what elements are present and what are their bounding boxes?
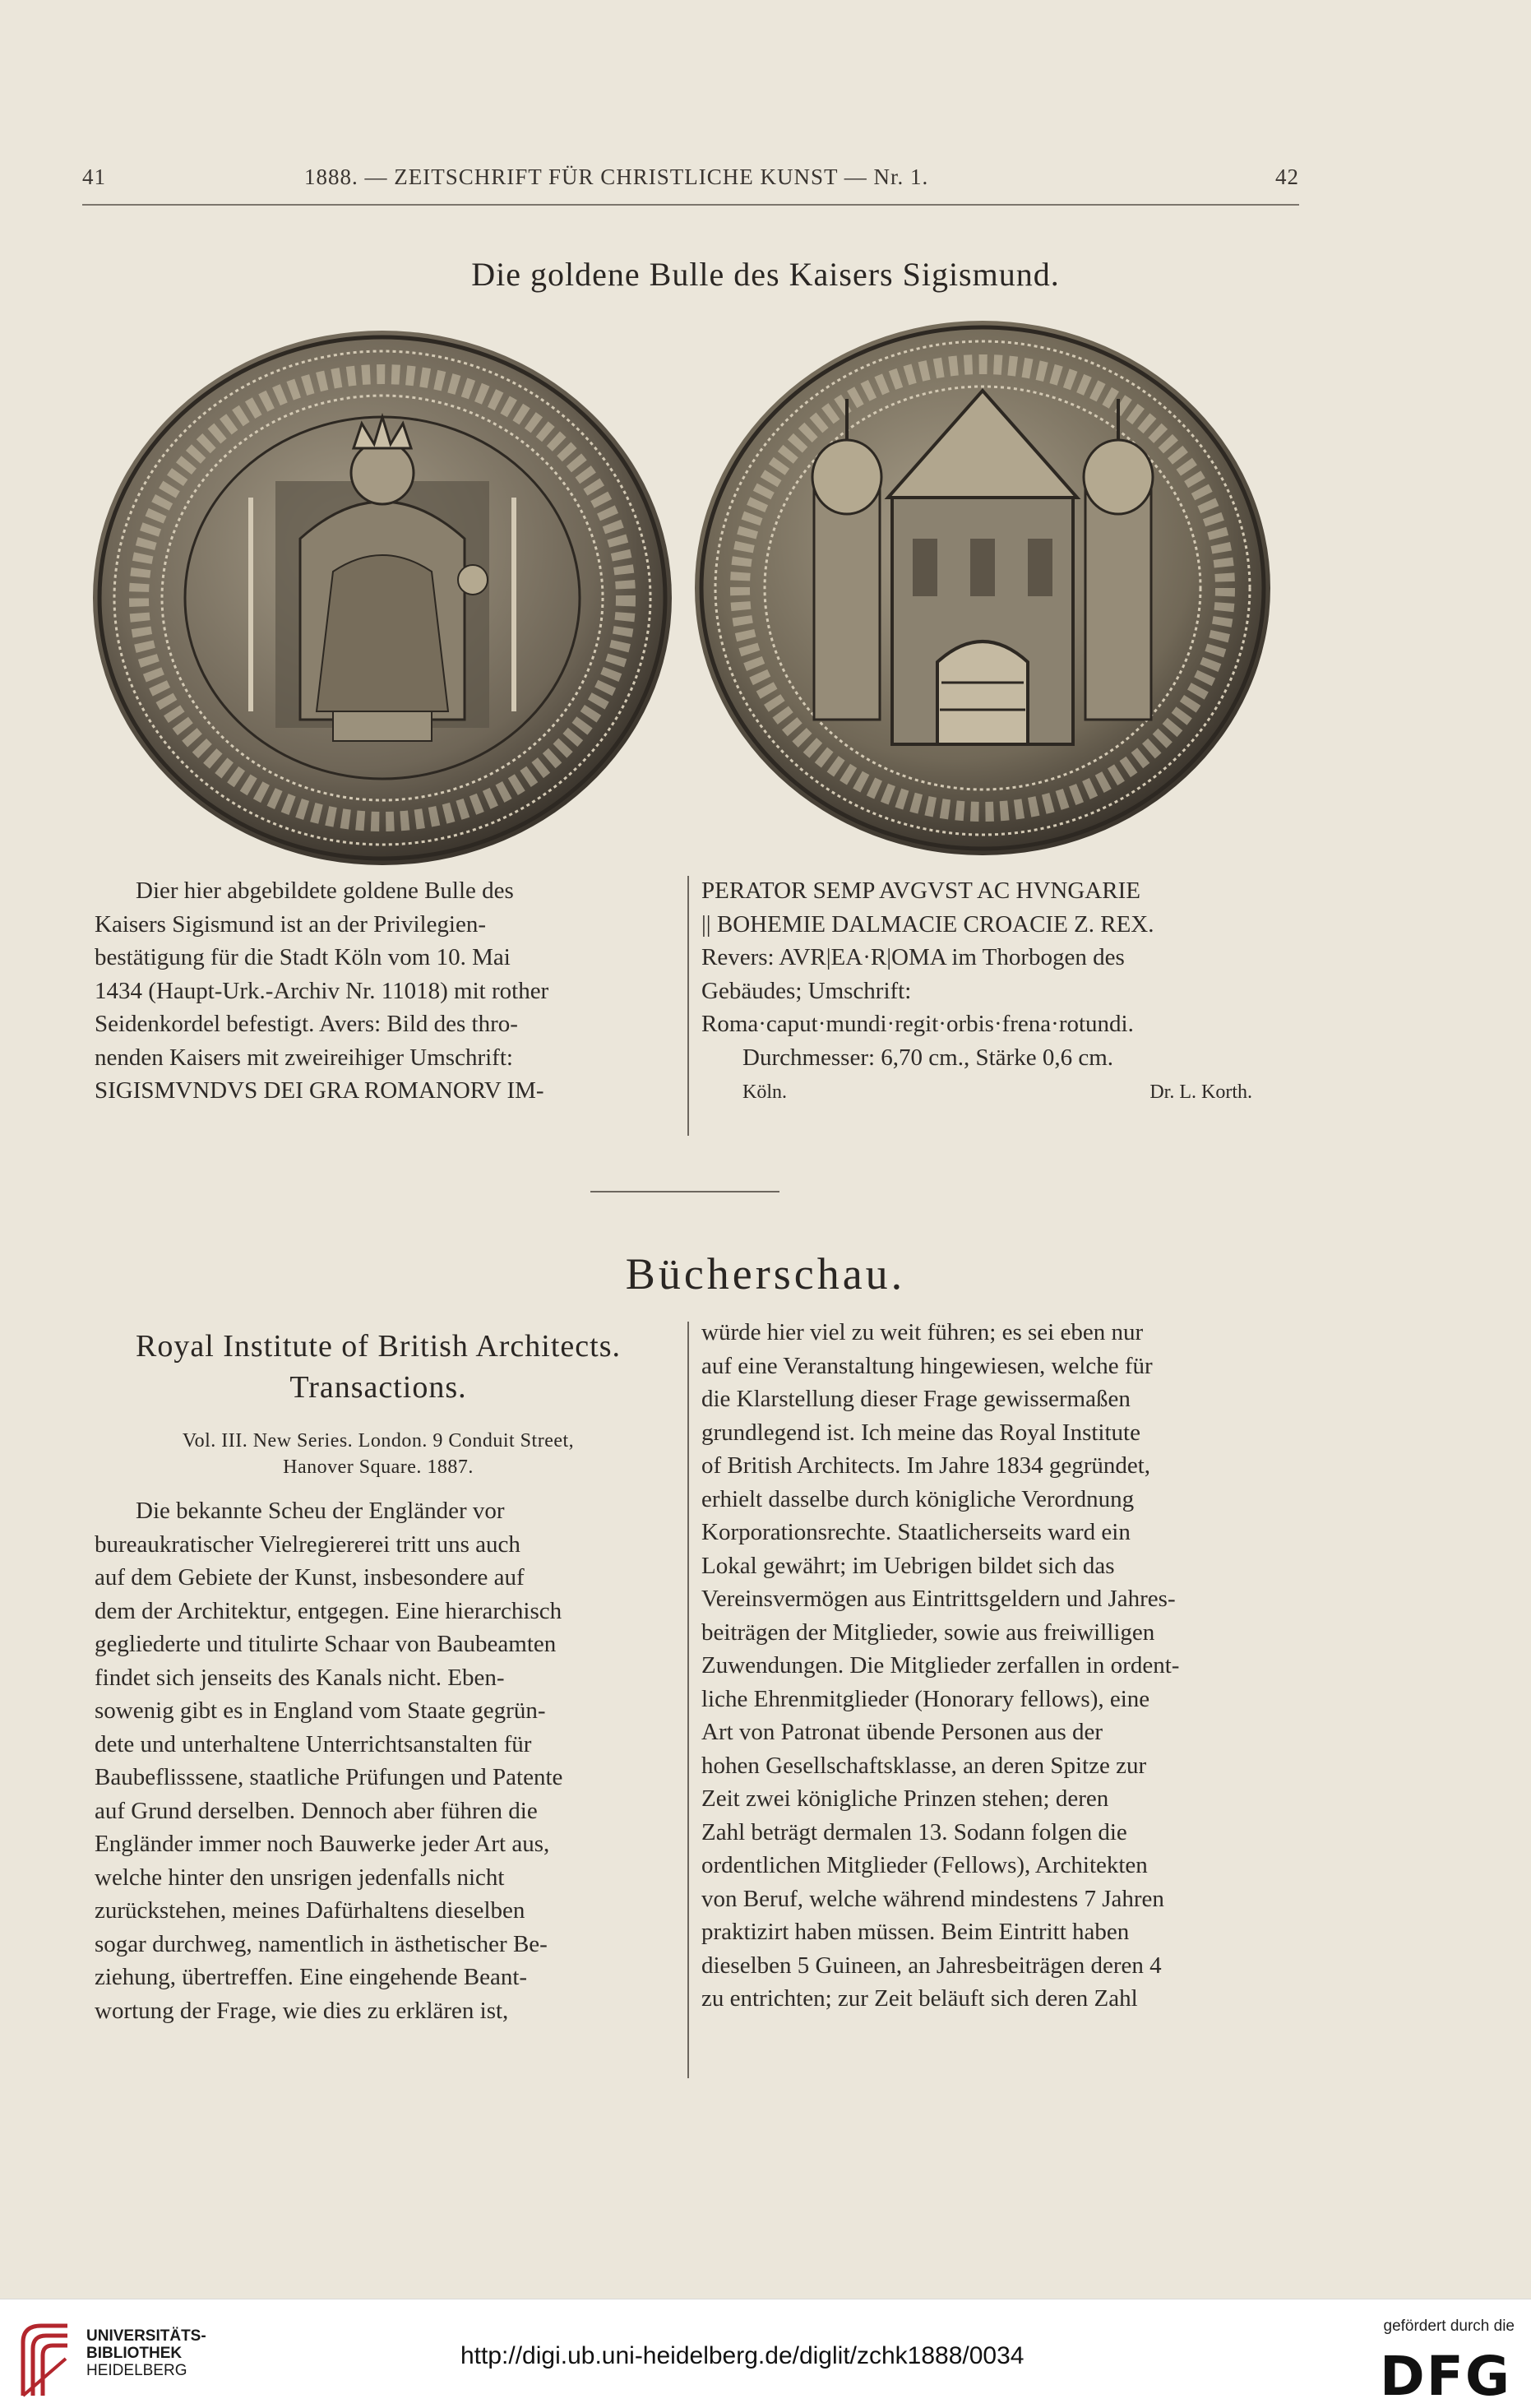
- text-line: Engländer immer noch Bauwerke jeder Art aus,: [95, 1831, 550, 1857]
- caption-line: Seidenkordel befestigt. Avers: Bild des thro-: [95, 1011, 518, 1037]
- text-line: auf eine Veranstaltung hingewiesen, welche für: [701, 1352, 1153, 1379]
- column-rule: [687, 876, 689, 1136]
- journal-header: 1888. — ZEITSCHRIFT FÜR CHRISTLICHE KUNST — Nr. 1.: [304, 164, 929, 189]
- seal-reverse-image: [691, 317, 1274, 859]
- review-title-line: Royal Institute of British Architects.: [136, 1329, 621, 1364]
- text-line: Zeit zwei königliche Prinzen stehen; deren: [701, 1785, 1109, 1812]
- caption-line: Durchmesser: 6,70 cm., Stärke 0,6 cm.: [742, 1044, 1114, 1071]
- text-line: Die bekannte Scheu der Engländer vor: [136, 1498, 505, 1524]
- caption-right-column: [701, 874, 1285, 1109]
- caption-line: bestätigung für die Stadt Köln vom 10. Mai: [95, 944, 511, 970]
- review-meta-line: Vol. III. New Series. London. 9 Conduit Street,: [182, 1430, 575, 1452]
- text-line: findet sich jenseits des Kanals nicht. Eben-: [95, 1664, 505, 1691]
- caption-line: Gebäudes; Umschrift:: [701, 977, 912, 1004]
- text-line: zu entrichten; zur Zeit beläuft sich deren Zahl: [701, 1985, 1138, 2012]
- text-line: Baubeflisssene, staatliche Prüfungen und Patente: [95, 1764, 563, 1790]
- caption-line: Revers: AVR|EA·R|OMA im Thorbogen des: [701, 944, 1125, 970]
- university-library-name[interactable]: [86, 2327, 206, 2379]
- review-title-line: Transactions.: [289, 1370, 467, 1405]
- text-line: zurückstehen, meines Dafürhaltens dieselben: [95, 1897, 525, 1924]
- caption-line: Dier hier abgebildete goldene Bulle des: [136, 878, 514, 904]
- text-line: sogar durchweg, namentlich in ästhetischer Be-: [95, 1930, 548, 1957]
- text-line: Zahl beträgt dermalen 13. Sodann folgen die: [701, 1818, 1127, 1845]
- running-head: [82, 164, 1299, 197]
- library-name-line: HEIDELBERG: [86, 2362, 187, 2379]
- figure-title: Die goldene Bulle des Kaisers Sigismund.: [471, 256, 1060, 293]
- text-line: ordentlichen Mitglieder (Fellows), Architekten: [701, 1852, 1148, 1878]
- text-line: bureaukratischer Vielregiererei tritt uns auch: [95, 1530, 520, 1558]
- text-line: sowenig gibt es in England vom Staate gegrün-: [95, 1697, 546, 1724]
- text-line: beiträgen der Mitglieder, sowie aus freiwilligen: [701, 1618, 1155, 1646]
- caption-left-column: [95, 874, 666, 1108]
- library-name-line: UNIVERSITÄTS-: [86, 2327, 206, 2345]
- text-line: gegliederte und titulirte Schaar von Baubeamten: [95, 1631, 557, 1657]
- text-line: praktizirt haben müssen. Beim Eintritt haben: [701, 1919, 1130, 1945]
- text-line: welche hinter den unsrigen jedenfalls nicht: [95, 1864, 505, 1891]
- header-rule: [82, 204, 1299, 206]
- text-line: Zuwendungen. Die Mitglieder zerfallen in ordent-: [701, 1652, 1180, 1679]
- text-line: dieselben 5 Guineen, an Jahresbeiträgen deren 4: [701, 1952, 1162, 1979]
- review-bibliographic-info: [90, 1428, 666, 1480]
- caption-line: Roma·caput·mundi·regit·orbis·frena·rotundi.: [701, 1011, 1134, 1037]
- text-line: würde hier viel zu weit führen; es sei eben nur: [701, 1319, 1144, 1345]
- caption-line: nenden Kaisers mit zweireihiger Umschrift:: [95, 1044, 513, 1071]
- section-divider: [590, 1191, 779, 1192]
- text-line: hohen Gesellschaftsklasse, an deren Spitze zur: [701, 1752, 1147, 1779]
- text-line: Lokal gewährt; im Uebrigen bildet sich das: [701, 1552, 1115, 1579]
- caption-line: || BOHEMIE DALMACIE CROACIE Z. REX.: [701, 910, 1154, 938]
- text-line: von Beruf, welche während mindestens 7 Jahren: [701, 1885, 1164, 1912]
- review-meta-line: Hanover Square. 1887.: [283, 1456, 474, 1478]
- review-title: [82, 1326, 674, 1408]
- page-number-left: 41: [82, 164, 106, 189]
- text-line: wortung der Frage, wie dies zu erklären ist,: [95, 1997, 509, 2024]
- text-line: of British Architects. Im Jahre 1834 gegründet,: [701, 1452, 1151, 1479]
- review-right-column: [701, 1316, 1285, 2016]
- text-line: ziehung, übertreffen. Eine eingehende Beant-: [95, 1964, 528, 1990]
- signature-place: Köln.: [742, 1081, 787, 1103]
- text-line: Korporationsrechte. Staatlicherseits ward ein: [701, 1519, 1131, 1545]
- page-number-right: 42: [1275, 164, 1299, 189]
- section-title: Bücherschau.: [625, 1249, 906, 1299]
- column-rule: [687, 1322, 689, 2078]
- permalink-url[interactable]: http://digi.ub.uni-heidelberg.de/diglit/zchk1888/0034: [460, 2342, 1025, 2369]
- signature-line: [701, 1076, 1285, 1109]
- text-line: auf Grund derselben. Dennoch aber führen die: [95, 1797, 538, 1824]
- dfg-logo[interactable]: DFG: [1379, 2345, 1511, 2408]
- text-line: die Klarstellung dieser Frage gewissermaßen: [701, 1386, 1131, 1412]
- university-library-logo-icon[interactable]: [16, 2318, 74, 2400]
- caption-line: PERATOR SEMP AVGVST AC HVNGARIE: [701, 878, 1140, 904]
- caption-line: 1434 (Haupt-Urk.-Archiv Nr. 11018) mit rother: [95, 977, 549, 1004]
- funding-note: gefördert durch die: [1383, 2318, 1515, 2335]
- signature-author: Dr. L. Korth.: [1149, 1081, 1252, 1103]
- viewer-footer: [0, 2299, 1531, 2408]
- review-left-column: [95, 1494, 674, 2027]
- text-line: auf dem Gebiete der Kunst, insbesondere auf: [95, 1564, 525, 1591]
- library-name-line: BIBLIOTHEK: [86, 2345, 183, 2362]
- text-line: Vereinsvermögen aus Eintrittsgeldern und Jahres-: [701, 1586, 1176, 1612]
- caption-line: Kaisers Sigismund ist an der Privilegien-: [95, 910, 487, 938]
- caption-line: SIGISMVNDVS DEI GRA ROMANORV IM-: [95, 1077, 544, 1104]
- text-line: grundlegend ist. Ich meine das Royal Institute: [701, 1419, 1140, 1446]
- text-line: dem der Architektur, entgegen. Eine hierarchisch: [95, 1597, 562, 1624]
- text-line: erhielt dasselbe durch königliche Verordnung: [701, 1485, 1135, 1512]
- text-line: Art von Patronat übende Personen aus der: [701, 1719, 1103, 1745]
- text-line: dete und unterhaltene Unterrichtsanstalten für: [95, 1730, 532, 1757]
- text-line: liche Ehrenmitglieder (Honorary fellows), eine: [701, 1685, 1150, 1712]
- seal-obverse-image: [86, 325, 678, 872]
